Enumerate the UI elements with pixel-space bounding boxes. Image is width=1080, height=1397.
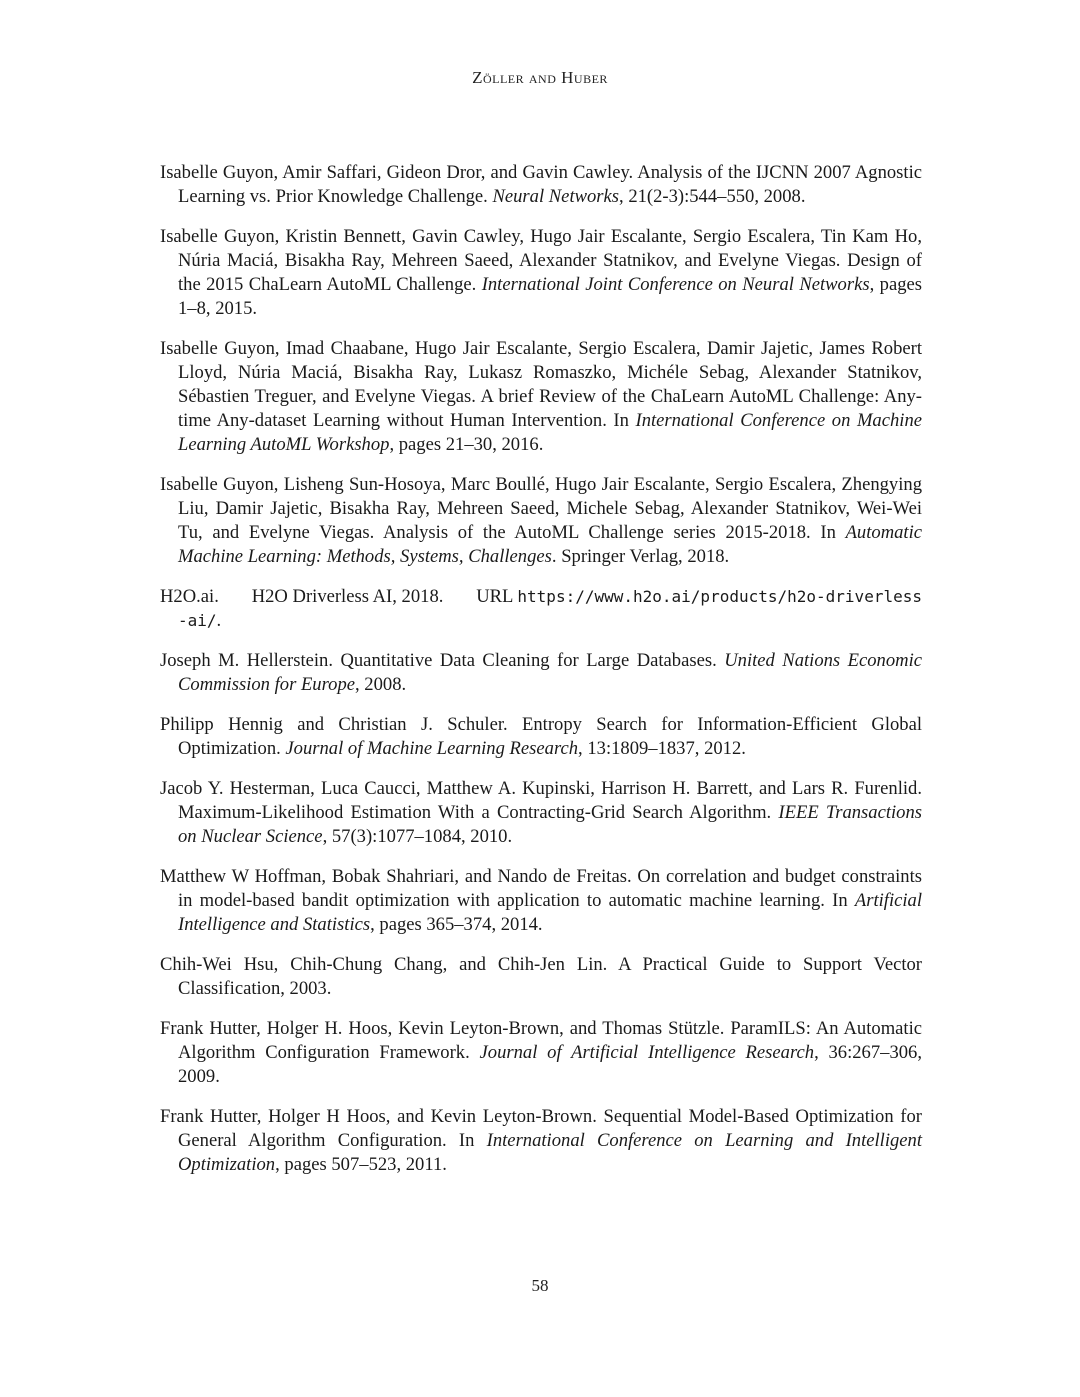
reference-venue: Journal of Machine Learning Research xyxy=(285,738,579,759)
reference-authors-title: Frank Hutter, Holger H. Hoos, Kevin Leyton-Brown, and Thomas Stützle. ParamILS: An Automatic Algorithm Configuration Framework. xyxy=(160,1018,922,1063)
reference-author: H2O.ai. xyxy=(160,586,219,607)
reference-item xyxy=(160,225,922,321)
reference-authors-title: Matthew W Hoffman, Bobak Shahriari, and Nando de Freitas. On correlation and budget constraints in model-based bandit optimization with application to automatic machine learning. In xyxy=(160,866,922,911)
reference-item xyxy=(160,1105,922,1177)
reference-url-label: URL xyxy=(476,586,513,607)
reference-url-link[interactable]: https://www.h2o.ai/products/h2o-driverless-ai/ xyxy=(178,587,922,630)
reference-authors-title: Isabelle Guyon, Imad Chaabane, Hugo Jair Escalante, Sergio Escalera, Damir Jajetic, James Robert Lloyd, Núria Maciá, Bisakha Ray, Lukasz Romaszko, Michéle Sebag, Alexander Statnikov, Sébastien Treguer, and Evelyne Viegas. A brief Review of the ChaLearn AutoML Challenge: Any-time Any-dataset Learning without Human Intervention. In xyxy=(160,338,922,431)
reference-venue: Automatic Machine Learning: Methods, Systems, Challenges xyxy=(178,522,923,567)
reference-authors-title: Isabelle Guyon, Lisheng Sun-Hosoya, Marc Boullé, Hugo Jair Escalante, Sergio Escalera, Zhengying Liu, Damir Jajetic, Bisakha Ray, Mehreen Saeed, Michele Sebag, Alexander Statnikov, Wei-Wei Tu, and Evelyne Viegas. Analysis of the AutoML Challenge series 2015-2018. In xyxy=(160,474,922,543)
reference-item xyxy=(160,777,922,849)
reference-details: , 2008. xyxy=(355,674,407,695)
reference-item xyxy=(160,649,922,697)
reference-authors-title: Philipp Hennig and Christian J. Schuler. Entropy Search for Information-Efficient Global Optimization. xyxy=(160,714,922,759)
reference-venue: Neural Networks xyxy=(492,186,620,207)
reference-details: , 21(2-3):544–550, 2008. xyxy=(619,186,806,207)
reference-url-end: . xyxy=(216,610,222,631)
reference-details: , pages 365–374, 2014. xyxy=(370,914,543,935)
reference-venue: Artificial Intelligence and Statistics xyxy=(178,890,923,935)
reference-venue: United Nations Economic Commission for Europe xyxy=(178,650,922,695)
reference-details: , pages 1–8, 2015. xyxy=(178,274,922,319)
reference-item xyxy=(160,161,922,209)
reference-title: H2O Driverless AI, 2018. xyxy=(251,586,444,607)
reference-authors-title: Joseph M. Hellerstein. Quantitative Data Cleaning for Large Databases. xyxy=(160,650,717,671)
reference-details: , 36:267–306, 2009. xyxy=(178,1042,922,1087)
reference-authors-title: Frank Hutter, Holger H Hoos, and Kevin Leyton-Brown. Sequential Model-Based Optimization for General Algorithm Configuration. In xyxy=(160,1106,922,1151)
reference-details: . Springer Verlag, 2018. xyxy=(551,546,730,567)
reference-authors-title: Chih-Wei Hsu, Chih-Chung Chang, and Chih-Jen Lin. A Practical Guide to Support Vector Classification, 2003. xyxy=(160,954,922,999)
reference-details: , 13:1809–1837, 2012. xyxy=(578,738,746,759)
reference-item xyxy=(160,585,922,633)
reference-details: , pages 21–30, 2016. xyxy=(389,434,544,455)
reference-venue: International Conference on Learning and Intelligent Optimization xyxy=(178,1130,923,1175)
reference-item xyxy=(160,473,922,569)
reference-venue: IEEE Transactions on Nuclear Science xyxy=(178,802,922,847)
reference-item xyxy=(160,713,922,761)
reference-venue: International Joint Conference on Neural Networks xyxy=(481,274,870,295)
reference-item xyxy=(160,337,922,457)
reference-item xyxy=(160,1017,922,1089)
reference-list xyxy=(160,161,922,1193)
reference-venue: Journal of Artificial Intelligence Research xyxy=(479,1042,815,1063)
reference-authors-title: Isabelle Guyon, Amir Saffari, Gideon Dror, and Gavin Cawley. Analysis of the IJCNN 2007 Agnostic Learning vs. Prior Knowledge Challenge. xyxy=(160,162,922,207)
running-head: Zöller and Huber xyxy=(472,68,608,87)
reference-details: , pages 507–523, 2011. xyxy=(275,1154,447,1175)
reference-venue: International Conference on Machine Learning AutoML Workshop xyxy=(178,410,922,455)
reference-authors-title: Jacob Y. Hesterman, Luca Caucci, Matthew A. Kupinski, Harrison H. Barrett, and Lars R. Furenlid. Maximum-Likelihood Estimation With a Contracting-Grid Search Algorithm. xyxy=(160,778,922,823)
reference-details: , 57(3):1077–1084, 2010. xyxy=(322,826,513,847)
page-number: 58 xyxy=(531,1276,549,1295)
reference-item xyxy=(160,865,922,937)
reference-item xyxy=(160,953,922,1001)
reference-authors-title: Isabelle Guyon, Kristin Bennett, Gavin Cawley, Hugo Jair Escalante, Sergio Escalera, Tin Kam Ho, Núria Maciá, Bisakha Ray, Mehreen Saeed, Alexander Statnikov, and Evelyne Viegas. Design of the 2015 ChaLearn AutoML Challenge. xyxy=(160,226,922,295)
